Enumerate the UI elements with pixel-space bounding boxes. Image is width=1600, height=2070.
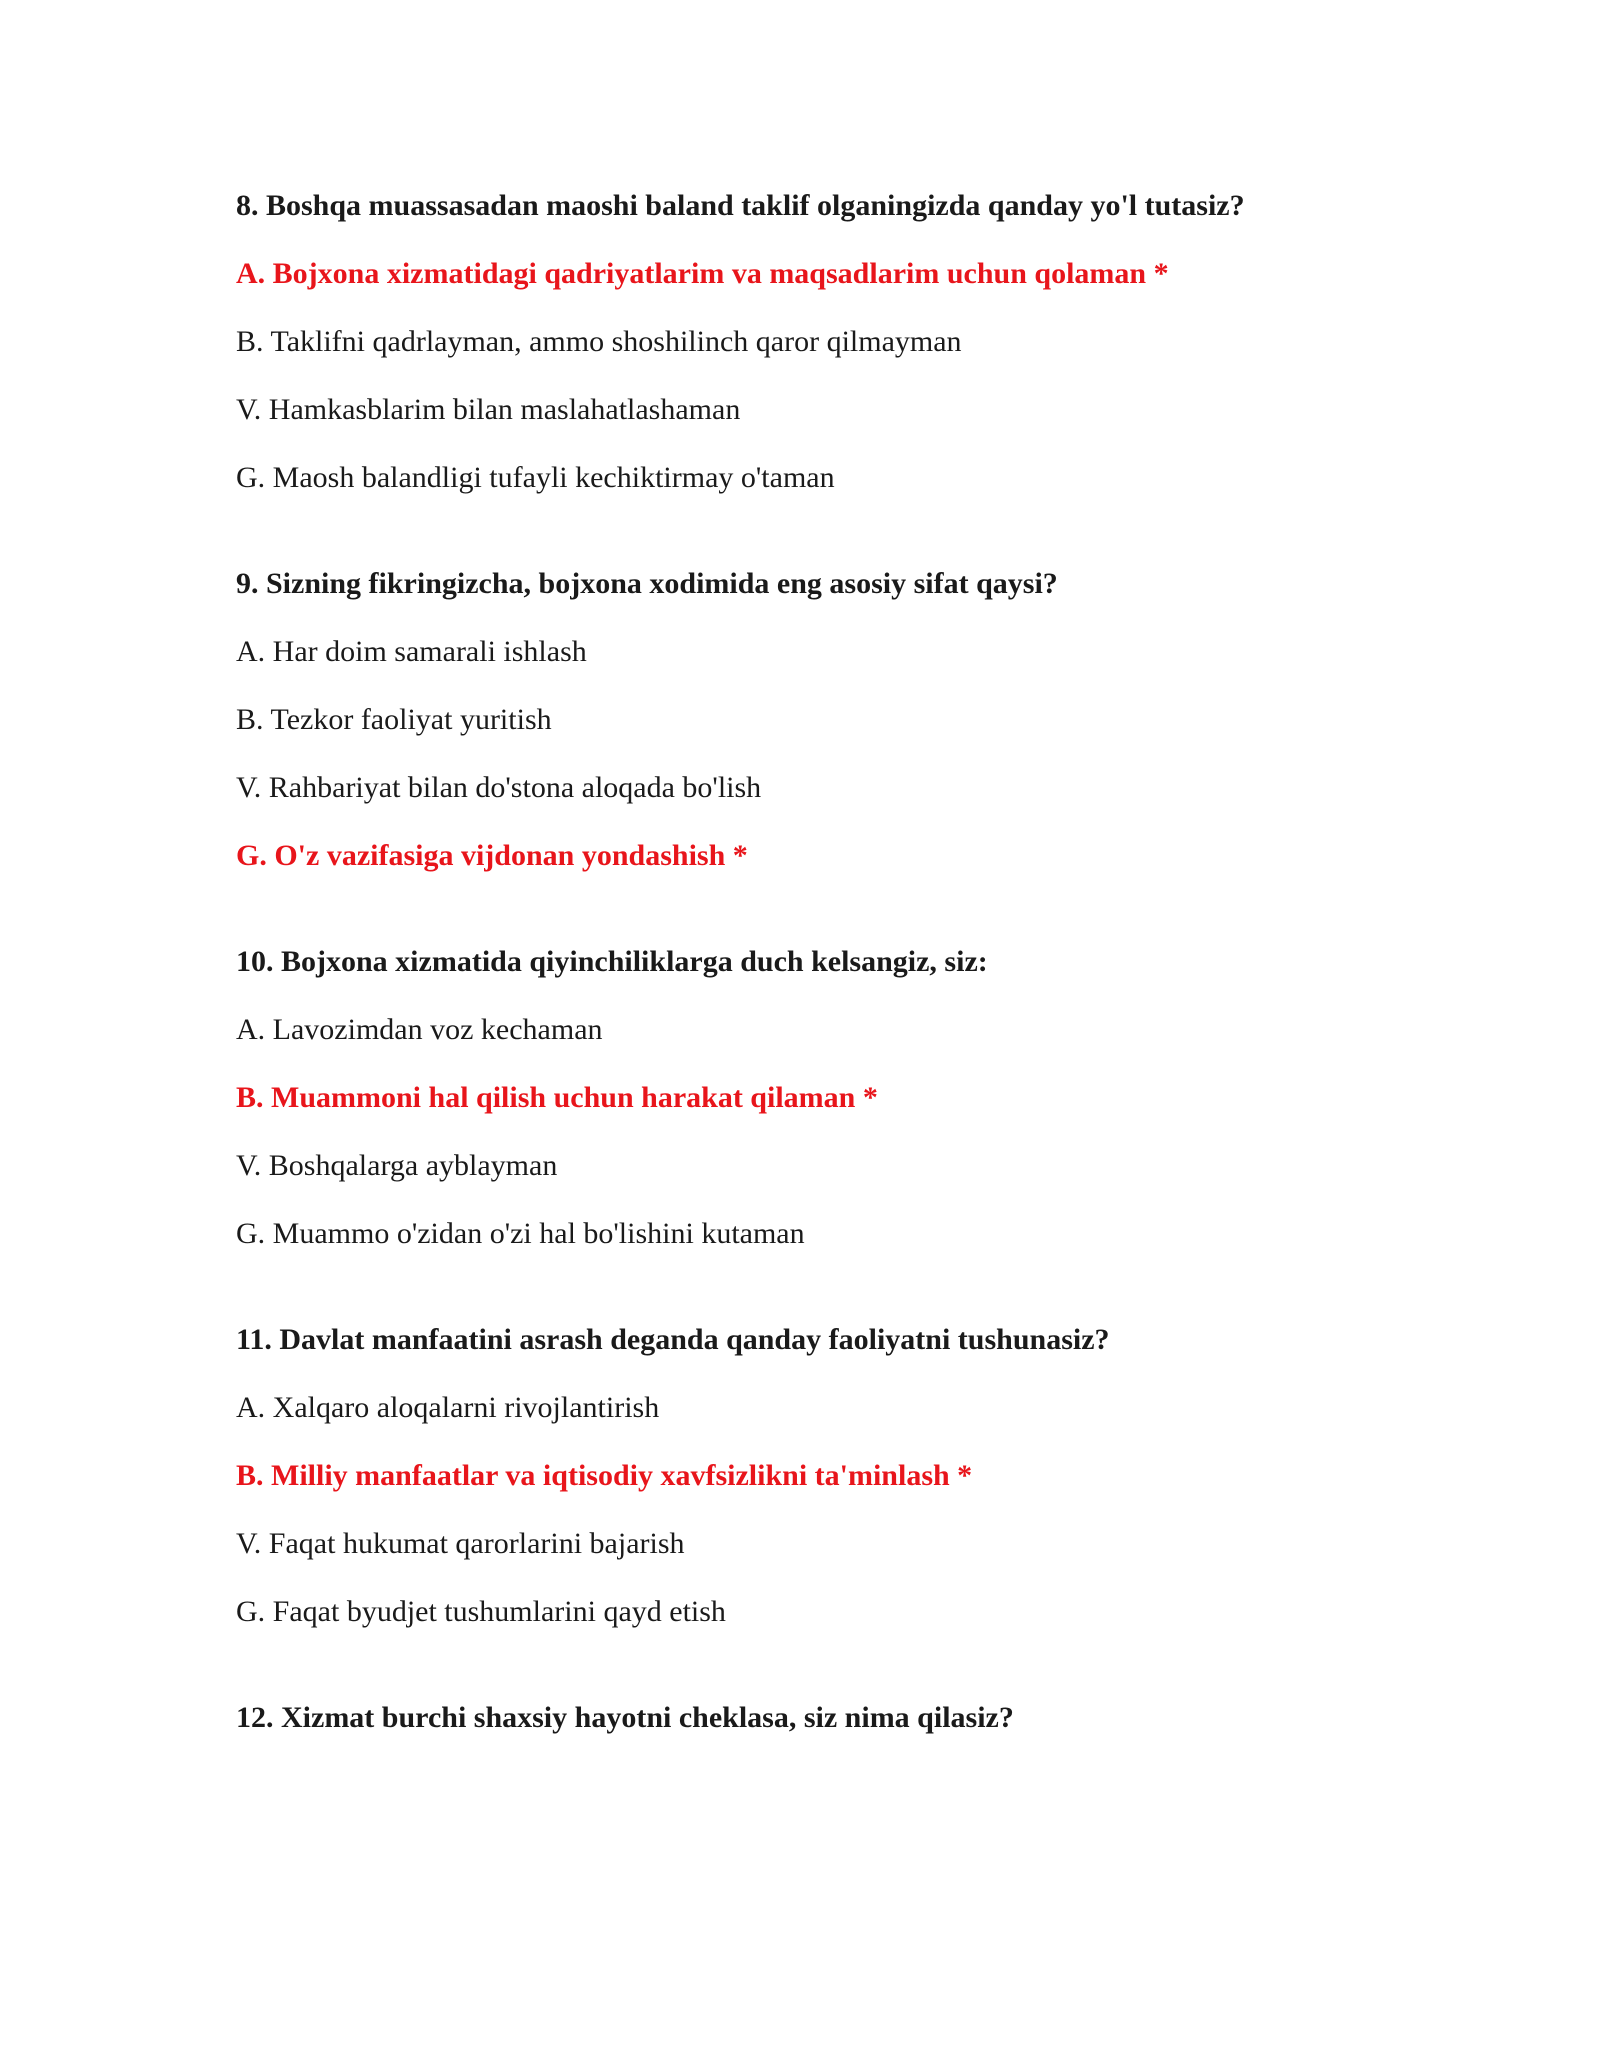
answer-option: G. Muammo o'zidan o'zi hal bo'lishini kutaman bbox=[236, 1217, 805, 1250]
answer-option: V. Hamkasblarim bilan maslahatlashaman bbox=[236, 393, 741, 426]
answer-option-correct: A. Bojxona xizmatidagi qadriyatlarim va maqsadlarim uchun qolaman * bbox=[236, 257, 1169, 290]
answer-option: B. Taklifni qadrlayman, ammo shoshilinch qaror qilmayman bbox=[236, 325, 962, 358]
answer-option: G. Maosh balandligi tufayli kechiktirmay o'taman bbox=[236, 461, 835, 494]
question-title: 12. Xizmat burchi shaxsiy hayotni cheklasa, siz nima qilasiz? bbox=[236, 1701, 1014, 1734]
answer-option-correct: B. Muammoni hal qilish uchun harakat qilaman * bbox=[236, 1081, 878, 1114]
answer-option-correct: G. O'z vazifasiga vijdonan yondashish * bbox=[236, 839, 748, 872]
question-block-11 bbox=[236, 1320, 1436, 1632]
answer-option-correct: B. Milliy manfaatlar va iqtisodiy xavfsizlikni ta'minlash * bbox=[236, 1459, 973, 1492]
question-block-8 bbox=[236, 186, 1436, 498]
answer-option: V. Faqat hukumat qarorlarini bajarish bbox=[236, 1527, 685, 1560]
answer-option: A. Lavozimdan voz kechaman bbox=[236, 1013, 603, 1046]
answer-option: B. Tezkor faoliyat yuritish bbox=[236, 703, 552, 736]
answer-option: A. Xalqaro aloqalarni rivojlantirish bbox=[236, 1391, 660, 1424]
question-title: 11. Davlat manfaatini asrash deganda qanday faoliyatni tushunasiz? bbox=[236, 1323, 1110, 1356]
question-title: 9. Sizning fikringizcha, bojxona xodimida eng asosiy sifat qaysi? bbox=[236, 567, 1058, 600]
answer-option: V. Boshqalarga ayblayman bbox=[236, 1149, 558, 1182]
answer-option: G. Faqat byudjet tushumlarini qayd etish bbox=[236, 1595, 726, 1628]
answer-option: V. Rahbariyat bilan do'stona aloqada bo'lish bbox=[236, 771, 762, 804]
question-block-9 bbox=[236, 564, 1436, 876]
answer-option: A. Har doim samarali ishlash bbox=[236, 635, 587, 668]
question-block-10 bbox=[236, 942, 1436, 1254]
question-block-12 bbox=[236, 1698, 1436, 1738]
question-title: 8. Boshqa muassasadan maoshi baland taklif olganingizda qanday yo'l tutasiz? bbox=[236, 189, 1245, 222]
quiz-content bbox=[236, 186, 1436, 1804]
question-title: 10. Bojxona xizmatida qiyinchiliklarga duch kelsangiz, siz: bbox=[236, 945, 988, 978]
